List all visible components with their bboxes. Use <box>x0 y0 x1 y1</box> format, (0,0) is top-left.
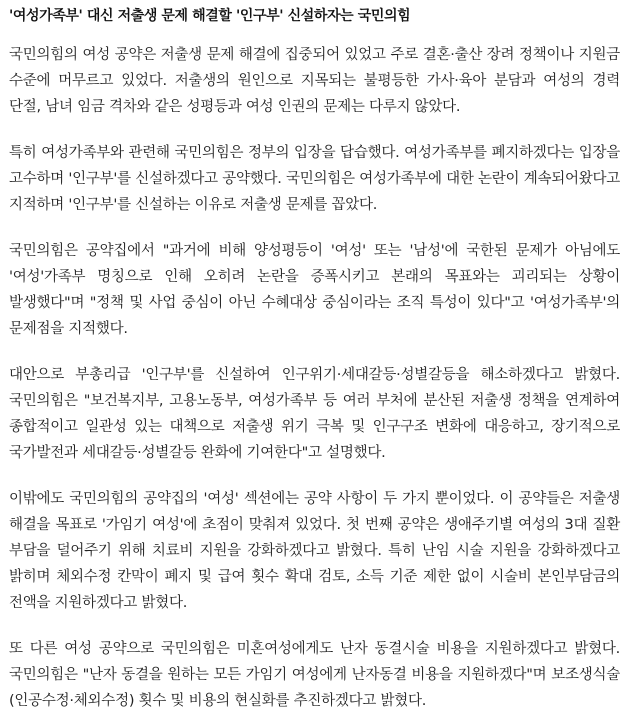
article-paragraph-5: 이밖에도 국민의힘의 공약집의 '여성' 섹션에는 공약 사항이 두 가지 뿐이었다. 이 공약들은 저출생 해결을 목표로 '가임기 여성'에 초점이 맞춰져 있었다. 첫 번째 공약은 생애주기별 여성의 3대 질환 부담을 덜어주기 위해 치료비 지원을 강화하겠다고 밝혔다. 특히 난임 시술 지원을 강화하겠다고 밝히며 체외수정 칸막이 폐지 및 급여 횟수 확대 검토, 소득 기준 제한 없이 시술비 본인부담금의 전액을 지원하겠다고 밝혔다. <box>9 491 620 611</box>
article-title: '여성가족부' 대신 저출생 문제 해결할 '인구부' 신설하자는 국민의힘 <box>9 8 411 24</box>
article-paragraph-6: 또 다른 여성 공약으로 국민의힘은 미혼여성에게도 난자 동결시술 비용을 지원하겠다고 밝혔다. 국민의힘은 "난자 동결을 원하는 모든 가임기 여성에게 난자동결 비용을 지원하겠다"며 보조생식술(인공수정·체외수정) 횟수 및 비용의 현실화를 추진하겠다고 밝혔다. <box>9 641 620 709</box>
article-paragraph-2: 특히 여성가족부와 관련해 국민의힘은 정부의 입장을 답습했다. 여성가족부를 폐지하겠다는 입장을 고수하며 '인구부'를 신설하겠다고 공약했다. 국민의힘은 여성가족부에 대한 논란이 계속되어왔다고 지적하며 '인구부'를 신설하는 이유로 저출생 문제를 꼽았다. <box>9 145 620 213</box>
article-paragraph-1: 국민의힘의 여성 공약은 저출생 문제 해결에 집중되어 있었고 주로 결혼·출산 장려 정책이나 지원금 수준에 머무르고 있었다. 저출생의 원인으로 지목되는 불평등한 가사·육아 분담과 여성의 경력 단절, 남녀 임금 격차와 같은 성평등과 여성 인권의 문제는 다루지 않았다. <box>9 47 620 115</box>
article-paragraph-4: 대안으로 부총리급 '인구부'를 신설하여 인구위기·세대갈등·성별갈등을 해소하겠다고 밝혔다. 국민의힘은 "보건복지부, 고용노동부, 여성가족부 등 여러 부처에 분산된 저출생 정책을 연계하여 종합적이고 일관성 있는 대책으로 저출생 위기 극복 및 인구구조 변화에 대응하고, 장기적으로 국가발전과 세대갈등·성별갈등 완화에 기여한다"고 설명했다. <box>9 367 620 461</box>
article-paragraph-3: 국민의힘은 공약집에서 "과거에 비해 양성평등이 '여성' 또는 '남성'에 국한된 문제가 아님에도 '여성'가족부 명칭으로 인해 오히려 논란을 증폭시키고 본래의 목표와는 괴리되는 상황이 발생했다"며 "정책 및 사업 중심이 아닌 수혜대상 중심이라는 조직 특성이 있다"고 '여성가족부'의 문제점을 지적했다. <box>9 243 620 337</box>
